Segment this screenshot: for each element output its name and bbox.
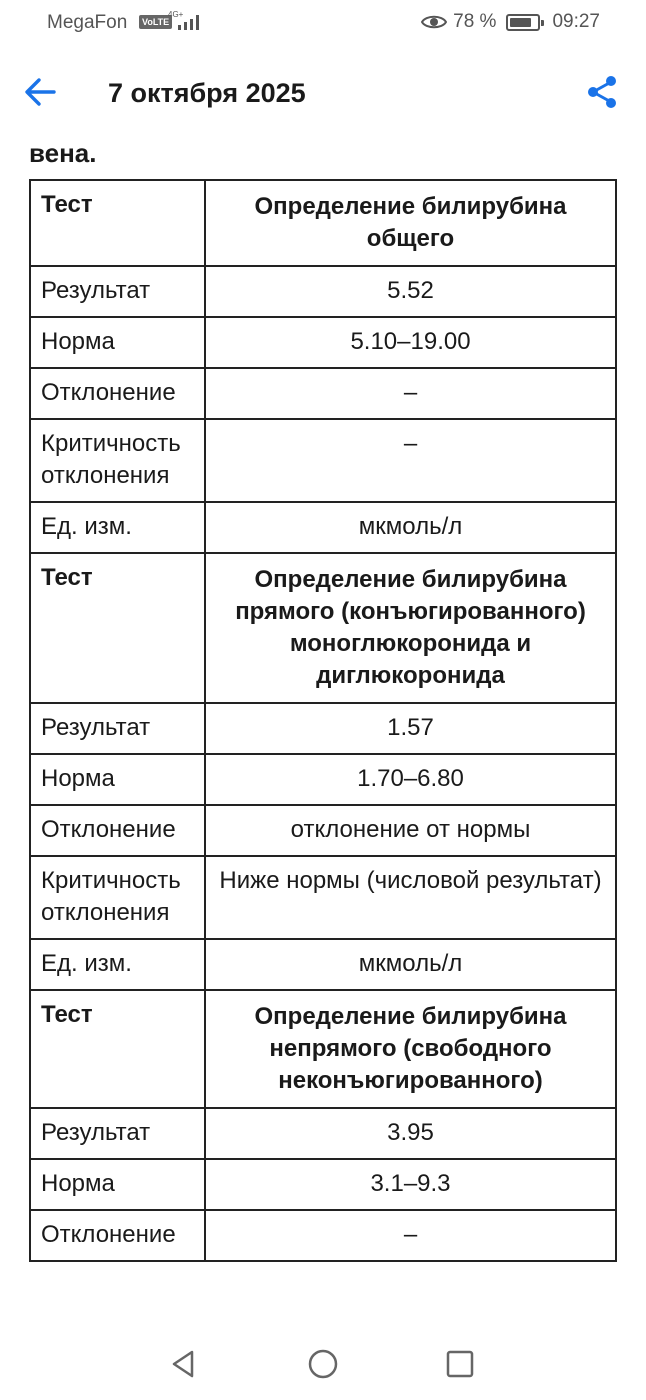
battery-percent: 78 % — [453, 11, 497, 32]
row-value: отклонение от нормы — [205, 805, 616, 856]
row-value: 3.1–9.3 — [205, 1159, 616, 1210]
system-nav-bar — [0, 1330, 646, 1400]
table-row — [30, 266, 616, 317]
row-label: Ед. изм. — [30, 939, 205, 990]
volte-badge: VoLTE — [139, 15, 172, 29]
results-table — [29, 179, 617, 1262]
row-value: 5.52 — [205, 266, 616, 317]
share-icon[interactable] — [584, 74, 620, 110]
signal-icon — [176, 14, 204, 30]
status-bar — [0, 0, 646, 48]
network-type: 4G+ — [168, 10, 184, 19]
row-label: Критичность отклонения — [30, 419, 205, 502]
row-value: 1.70–6.80 — [205, 754, 616, 805]
row-value: мкмоль/л — [205, 502, 616, 553]
results-scroll-area[interactable] — [0, 179, 646, 1330]
row-label: Тест — [30, 990, 205, 1108]
row-value: – — [205, 1210, 616, 1261]
eye-comfort-icon — [421, 13, 447, 31]
row-label: Отклонение — [30, 805, 205, 856]
row-label: Отклонение — [30, 1210, 205, 1261]
page-title: 7 октября 2025 — [108, 78, 306, 108]
row-value: Определение билирубина прямого (конъюгированного) моноглюкоронида и диглюкоронида — [205, 553, 616, 703]
row-label: Результат — [30, 1108, 205, 1159]
clock-time: 09:27 — [552, 11, 600, 32]
table-row — [30, 1210, 616, 1261]
row-label: Тест — [30, 553, 205, 703]
table-row — [30, 856, 616, 939]
row-value: 1.57 — [205, 703, 616, 754]
truncated-paragraph: вена. — [29, 138, 97, 168]
table-row — [30, 502, 616, 553]
table-row — [30, 805, 616, 856]
app-bar — [0, 60, 646, 132]
back-arrow-icon[interactable] — [22, 74, 58, 110]
table-row — [30, 1108, 616, 1159]
row-value: 3.95 — [205, 1108, 616, 1159]
nav-back-icon[interactable] — [168, 1348, 200, 1380]
carrier-name: MegaFon — [47, 12, 128, 33]
table-row — [30, 703, 616, 754]
row-value: Определение билирубина общего — [205, 180, 616, 266]
row-label: Норма — [30, 754, 205, 805]
table-row — [30, 419, 616, 502]
row-value: – — [205, 368, 616, 419]
table-row — [30, 990, 616, 1108]
row-value: Ниже нормы (числовой результат) — [205, 856, 616, 939]
row-label: Тест — [30, 180, 205, 266]
row-label: Ед. изм. — [30, 502, 205, 553]
status-right-group — [421, 11, 600, 33]
row-value: мкмоль/л — [205, 939, 616, 990]
row-label: Норма — [30, 1159, 205, 1210]
table-row — [30, 754, 616, 805]
row-label: Норма — [30, 317, 205, 368]
nav-recents-icon[interactable] — [444, 1348, 476, 1380]
row-label: Критичность отклонения — [30, 856, 205, 939]
table-row — [30, 553, 616, 703]
battery-icon — [506, 14, 540, 31]
table-row — [30, 1159, 616, 1210]
nav-home-icon[interactable] — [307, 1348, 339, 1380]
table-row — [30, 180, 616, 266]
row-label: Отклонение — [30, 368, 205, 419]
table-row — [30, 317, 616, 368]
table-row — [30, 939, 616, 990]
row-value: 5.10–19.00 — [205, 317, 616, 368]
table-row — [30, 368, 616, 419]
row-label: Результат — [30, 703, 205, 754]
row-label: Результат — [30, 266, 205, 317]
row-value: Определение билирубина непрямого (свободного неконъюгированного) — [205, 990, 616, 1108]
row-value: – — [205, 419, 616, 502]
